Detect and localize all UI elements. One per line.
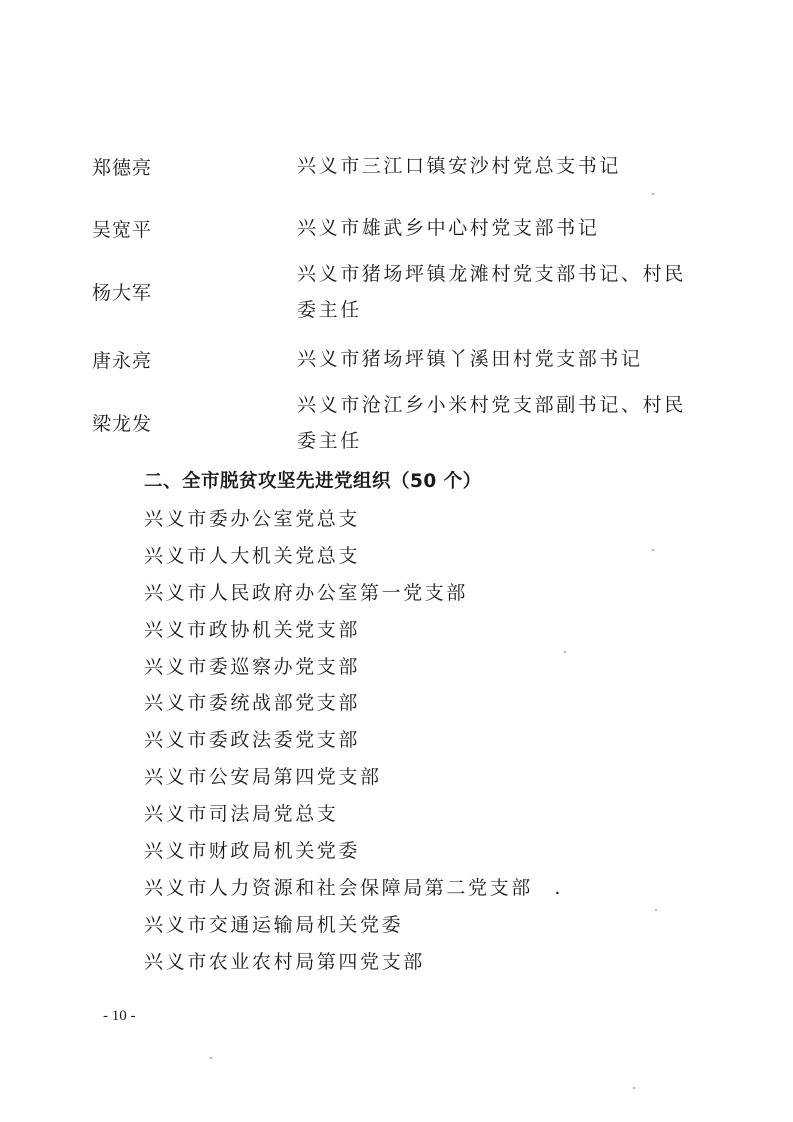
list-item: 兴义市政协机关党支部: [144, 618, 361, 641]
scan-speck: [564, 651, 566, 653]
person-title: 兴义市沧江乡小米村党支部副书记、村民委主任: [297, 394, 686, 452]
person-name: 吴宽平: [92, 219, 153, 241]
organization-list: [144, 506, 563, 986]
person-name: 梁龙发: [92, 413, 153, 435]
person-title: 兴义市三江口镇安沙村党总支书记: [297, 155, 622, 177]
person-name: 唐永亮: [92, 350, 153, 372]
scan-speck: [652, 193, 654, 195]
scan-speck: [633, 1087, 635, 1089]
list-item: 兴义市公安局第四党支部: [144, 766, 382, 789]
page-number: - 10 -: [103, 1008, 136, 1024]
person-title: 兴义市猪场坪镇丫溪田村党支部书记: [297, 348, 643, 370]
person-name: 郑德亮: [92, 157, 153, 179]
list-item: 兴义市委巡察办党支部: [144, 655, 361, 678]
section-heading: 二、全市脱贫攻坚先进党组织（50 个）: [144, 471, 482, 492]
person-title: 兴义市猪场坪镇龙滩村党支部书记、村民委主任: [297, 263, 686, 321]
list-item: 兴义市委政法委党支部: [144, 729, 361, 752]
scan-speck: [210, 1057, 212, 1059]
list-item: 兴义市交通运输局机关党委: [144, 913, 404, 936]
list-item: 兴义市人民政府办公室第一党支部: [144, 581, 469, 604]
list-item: 兴义市人大机关党总支: [144, 544, 361, 567]
list-item: 兴义市委办公室党总支: [144, 508, 361, 530]
scan-speck: [655, 909, 657, 911]
list-item: 兴义市委统战部党支部: [144, 692, 361, 715]
scan-speck: [652, 549, 654, 551]
list-item: 兴义市司法局党总支: [144, 803, 339, 826]
list-item: 兴义市农业农村局第四党支部: [144, 950, 425, 973]
list-item: 兴义市财政局机关党委: [144, 840, 361, 863]
list-item: 兴义市人力资源和社会保障局第二党支部 .: [144, 876, 564, 899]
person-title: 兴义市雄武乡中心村党支部书记: [297, 217, 600, 239]
person-name: 杨大军: [92, 282, 153, 304]
